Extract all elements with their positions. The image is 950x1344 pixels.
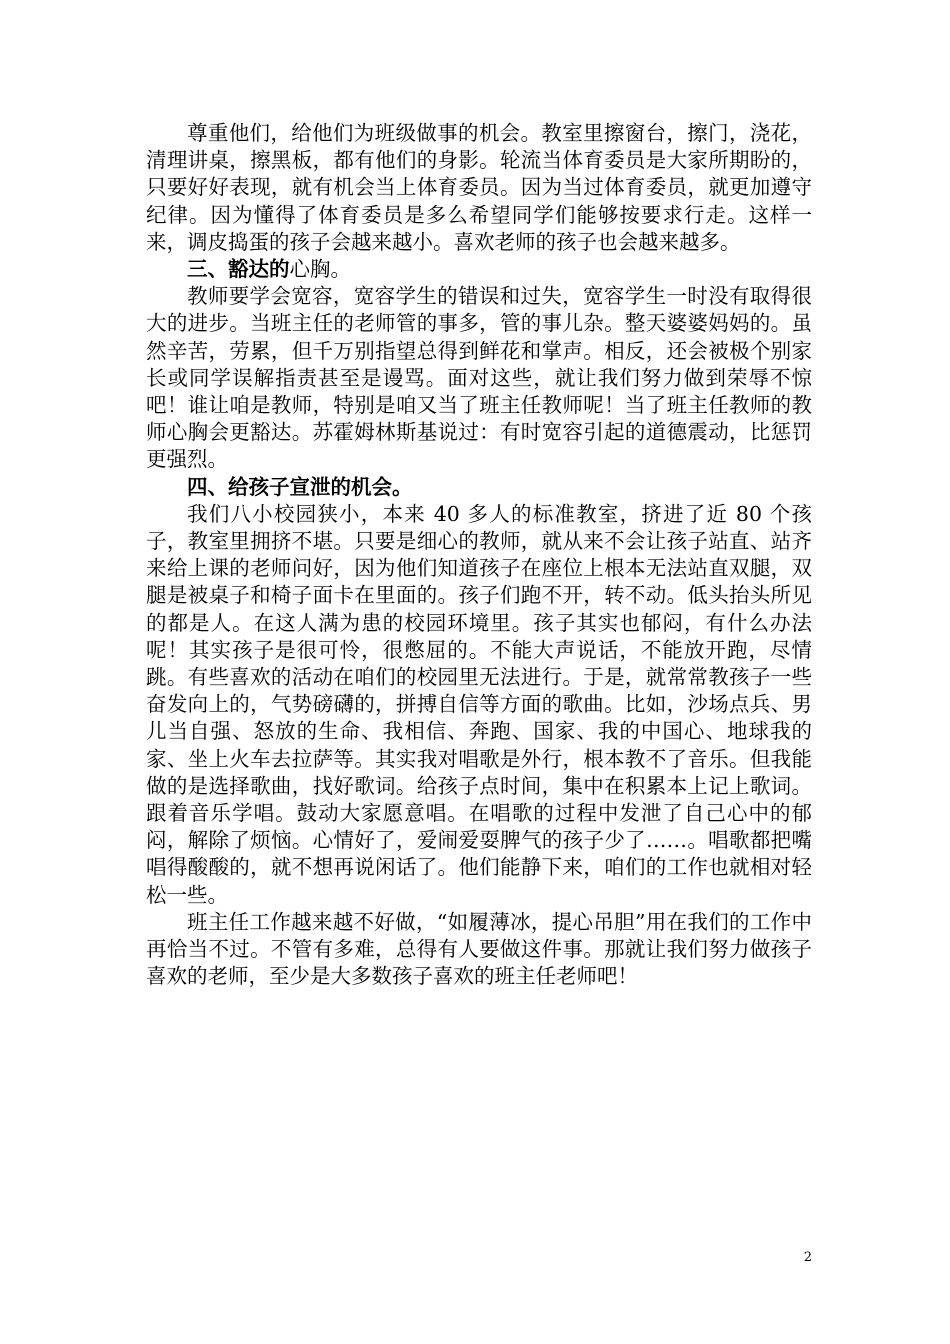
paragraph-venting: 我们八小校园狭小，本来 40 多人的标准教室，挤进了近 80 个孩子，教室里拥挤不堪。只要是细心的教师，就从来不会让孩子站直、站齐来给上课的老师问好，因为他们知道孩子在座位上根本无法站直双腿，双腿是被桌子和椅子面卡在里面的。孩子们跑不开，转不动。低头抬头所见的都是人。在这人满为患的校园环境里。孩子其实也郁闷，有什么办法呢！其实孩子是很可怜，很憋屈的。不能大声说话，不能放开跑，尽情跳。有些喜欢的活动在咱们的校园里无法进行。于是，就常常教孩子一些奋发向上的，气势磅礴的，拼搏自信等方面的歌曲。比如，沙场点兵、男儿当自强、怒放的生命、我相信、奔跑、国家、我的中国心、地球我的家、坐上火车去拉萨等。其实我对唱歌是外行，根本教不了音乐。但我能做的是选择歌曲，找好歌词。给孩子点时间，集中在积累本上记上歌词。跟着音乐学唱。鼓动大家愿意唱。在唱歌的过程中发泄了自己心中的郁闷，解除了烦恼。心情好了，爱闹爱耍脾气的孩子少了……。唱歌都把嘴唱得酸酸的，就不想再说闲话了。他们能静下来，咱们的工作也就相对轻松一些。 [146, 501, 812, 907]
document-body [146, 120, 812, 991]
section-heading-3-rest: 心胸。 [289, 257, 351, 282]
paragraph-respect: 尊重他们，给他们为班级做事的机会。教室里擦窗台，擦门，浇花，清理讲桌，擦黑板，都有他们的身影。轮流当体育委员是大家所期盼的，只要好好表现，就有机会当上体育委员。因为当过体育委员，就更加遵守纪律。因为懂得了体育委员是多么希望同学们能够按要求行走。这样一来，调皮捣蛋的孩子会越来越小。喜欢老师的孩子也会越来越多。 [146, 121, 812, 254]
paragraph-conclusion: 班主任工作越来越不好做，“如履薄冰，提心吊胆”用在我们的工作中再恰当不过。不管有多难，总得有人要做这件事。那就让我们努力做孩子喜欢的老师，至少是大多数孩子喜欢的班主任老师吧！ [146, 909, 812, 989]
section-heading-4-text: 四、给孩子宣泄的机会。 [187, 474, 413, 499]
page-number: 2 [803, 1250, 812, 1265]
section-heading-3-bold: 三、豁达的 [187, 257, 290, 282]
section-heading-4 [146, 474, 812, 501]
section-heading-3 [146, 256, 812, 283]
paragraph-tolerance: 教师要学会宽容，宽容学生的错误和过失，宽容学生一时没有取得很大的进步。当班主任的老师管的事多，管的事儿杂。整天婆婆妈妈的。虽然辛苦，劳累，但千万别指望总得到鲜花和掌声。相反，还会被极个别家长或同学误解指责甚至是谩骂。面对这些，就让我们努力做到荣辱不惊吧！谁让咱是教师，特别是咱又当了班主任教师呢！当了班主任教师的教师心胸会更豁达。苏霍姆林斯基说过：有时宽容引起的道德震动，比惩罚更强烈。 [146, 284, 812, 472]
